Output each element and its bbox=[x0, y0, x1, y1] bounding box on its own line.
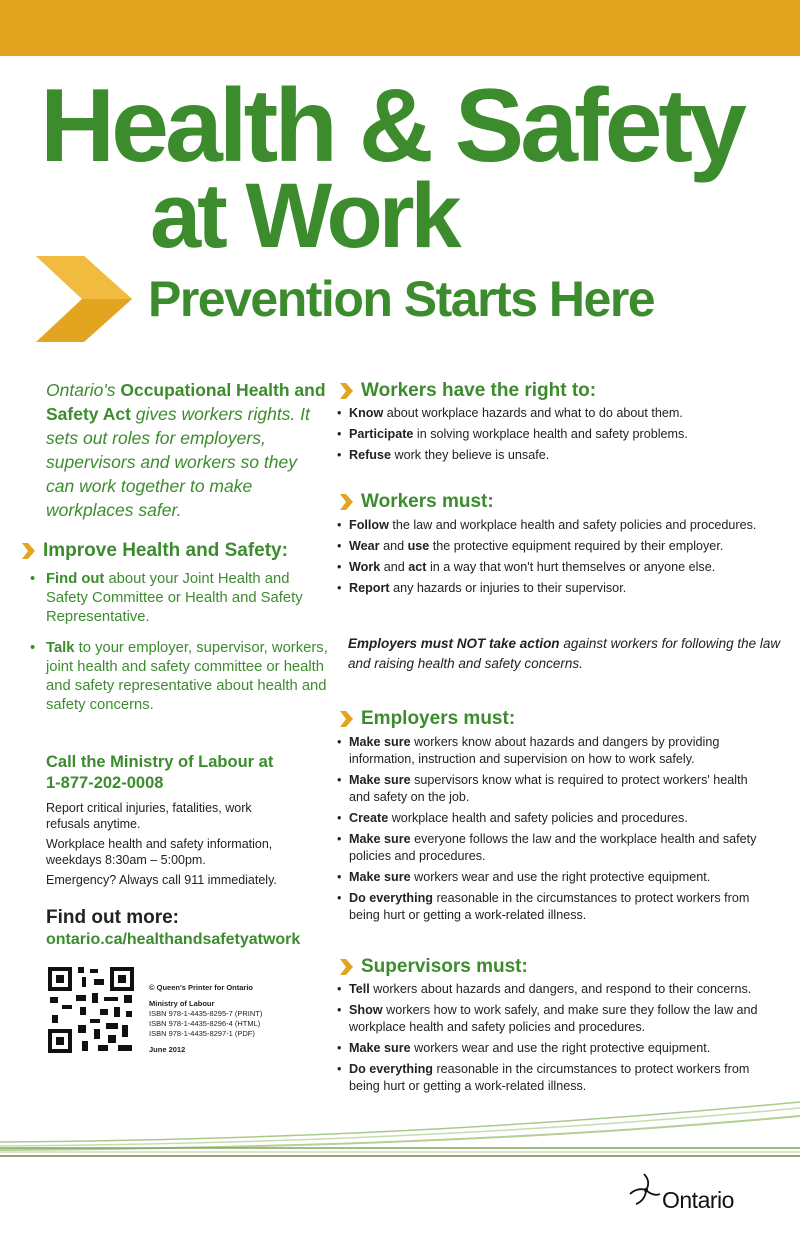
act-name: Occupational Health and Safety Act bbox=[46, 380, 326, 424]
list-item: • Do everything reasonable in the circumstances to protect workers from being hurt or getting a work-related illness. bbox=[337, 891, 750, 922]
workers-must-list bbox=[337, 517, 797, 601]
credits-block: © Queen's Printer for Ontario Ministry of Labour ISBN 978-1-4435-8295-7 (PRINT) ISBN 978-1-4435-8296-4 (HTML) ISBN 978-1-4435-8297-1 (PDF) June 2012 bbox=[149, 983, 263, 1054]
list-item: • Make sure everyone follows the law and the workplace health and safety policies and procedures. bbox=[337, 832, 757, 863]
list-item: • Wear and use the protective equipment required by their employer. bbox=[337, 539, 724, 553]
list-item: • Make sure workers wear and use the right protective equipment. bbox=[337, 870, 711, 884]
page-title-line1: Health & Safety bbox=[40, 68, 743, 184]
list-item: • Report any hazards or injuries to their supervisor. bbox=[337, 581, 627, 595]
chevron-right-icon bbox=[340, 711, 353, 727]
chevron-right-icon bbox=[22, 543, 35, 559]
page-title-line2: at Work bbox=[150, 165, 458, 267]
find-out-more-heading: Find out more: bbox=[46, 907, 179, 928]
list-item: • Make sure workers know about hazards and dangers by providing information, instruction and supervision on how to work safely. bbox=[337, 735, 720, 766]
ontario-logo-text: Ontario bbox=[662, 1187, 734, 1213]
list-item: • Make sure workers wear and use the right protective equipment. bbox=[337, 1041, 711, 1055]
list-item: • Talk to your employer, supervisor, workers, joint health and safety committee or health and safety representative about health and safety concerns. bbox=[30, 640, 328, 713]
list-item: • Show workers how to work safely, and make sure they follow the law and workplace health and safety policies and procedures. bbox=[337, 1003, 758, 1034]
chevron-right-icon bbox=[340, 494, 353, 510]
footer-swoosh bbox=[0, 1100, 800, 1160]
page-subtitle: Prevention Starts Here bbox=[148, 271, 655, 327]
rights-heading: Workers have the right to: bbox=[340, 380, 596, 402]
workers-must-heading: Workers must: bbox=[340, 491, 494, 513]
top-banner bbox=[0, 0, 800, 56]
ministry-line-1: Report critical injuries, fatalities, work refusals anytime. bbox=[46, 801, 252, 831]
list-item: • Create workplace health and safety policies and procedures. bbox=[337, 811, 688, 825]
list-item: • Know about workplace hazards and what to do about them. bbox=[337, 406, 683, 420]
employers-must-heading: Employers must: bbox=[340, 708, 515, 730]
list-item: • Do everything reasonable in the circumstances to protect workers from being hurt or getting a work-related illness. bbox=[337, 1062, 750, 1093]
list-item: • Tell workers about hazards and dangers, and respond to their concerns. bbox=[337, 982, 752, 996]
ministry-line-3: Emergency? Always call 911 immediately. bbox=[46, 873, 277, 887]
employers-note: Employers must NOT take action against workers for following the law and raising health and safety concerns. bbox=[348, 636, 781, 671]
ministry-call-heading: Call the Ministry of Labour at 1-877-202-0008 bbox=[46, 752, 326, 794]
rights-list bbox=[337, 405, 797, 468]
supervisors-must-list bbox=[337, 981, 777, 1099]
improve-heading: Improve Health and Safety: bbox=[22, 540, 288, 562]
ministry-line-2: Workplace health and safety information, weekdays 8:30am – 5:00pm. bbox=[46, 837, 273, 867]
list-item: • Work and act in a way that won't hurt themselves or anyone else. bbox=[337, 560, 716, 574]
improve-list bbox=[30, 570, 330, 727]
list-item: • Participate in solving workplace health and safety problems. bbox=[337, 427, 688, 441]
list-item: • Find out about your Joint Health and Safety Committee or Health and Safety Representative. bbox=[30, 571, 303, 625]
qr-code-icon bbox=[46, 965, 136, 1055]
find-out-more-url[interactable]: ontario.ca/healthandsafetyatwork bbox=[46, 931, 301, 948]
supervisors-must-heading: Supervisors must: bbox=[340, 956, 528, 978]
list-item: • Refuse work they believe is unsafe. bbox=[337, 448, 550, 462]
intro-paragraph: Ontario's Occupational Health and Safety Act gives workers rights. It sets out roles for employers, supervisors and workers so they can work together to make workplaces safer. bbox=[46, 380, 326, 520]
chevron-right-icon bbox=[340, 959, 353, 975]
ministry-phone: 1-877-202-0008 bbox=[46, 774, 164, 792]
chevron-right-icon bbox=[340, 383, 353, 399]
list-item: • Follow the law and workplace health and safety policies and procedures. bbox=[337, 518, 757, 532]
chevron-right-icon bbox=[36, 256, 136, 342]
list-item: • Make sure supervisors know what is required to protect workers' health and safety on the job. bbox=[337, 773, 748, 804]
employers-must-list bbox=[337, 734, 757, 928]
